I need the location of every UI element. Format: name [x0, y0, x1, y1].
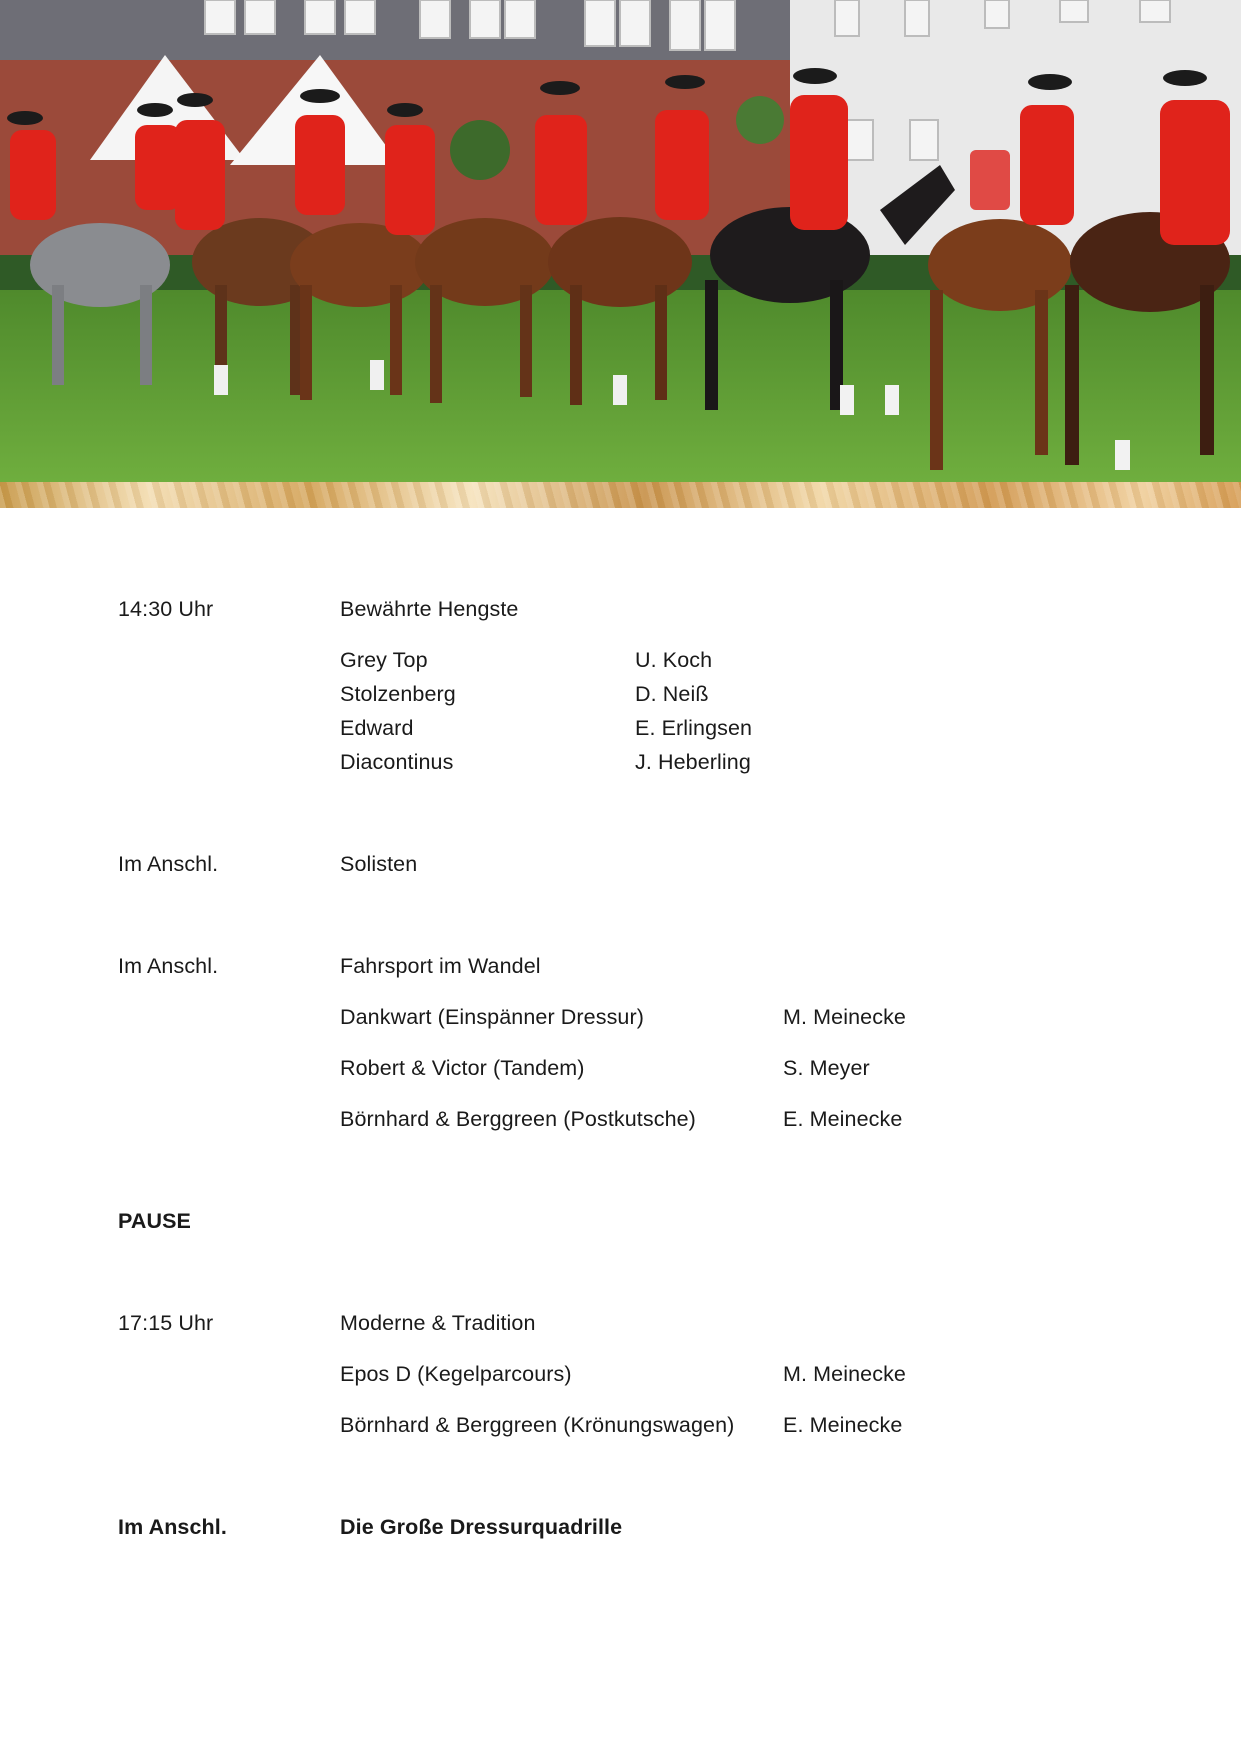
- section-title: Fahrsport im Wandel: [340, 954, 541, 978]
- riders-illustration: [0, 0, 1241, 482]
- time-slot: Im Anschl.: [118, 954, 219, 978]
- rider-name: M. Meinecke: [783, 1005, 906, 1029]
- time-slot: 14:30 Uhr: [118, 597, 214, 621]
- rider-name: E. Erlingsen: [635, 716, 753, 740]
- section-title: Die Große Dressurquadrille: [340, 1515, 623, 1539]
- time-slot: 17:15 Uhr: [118, 1311, 214, 1335]
- header-photo: [0, 0, 1241, 482]
- rider-name: E. Meinecke: [783, 1413, 903, 1437]
- horse-name: Grey Top: [340, 648, 428, 672]
- gold-divider: [0, 482, 1241, 508]
- act-name: Robert & Victor (Tandem): [340, 1056, 585, 1080]
- act-name: Epos D (Kegelparcours): [340, 1362, 572, 1386]
- horse-name: Stolzenberg: [340, 682, 456, 706]
- section-title: Bewährte Hengste: [340, 597, 519, 621]
- rider-name: M. Meinecke: [783, 1362, 906, 1386]
- horse-name: Diacontinus: [340, 750, 454, 774]
- rider-name: D. Neiß: [635, 682, 709, 706]
- section-title: Moderne & Tradition: [340, 1311, 536, 1335]
- act-name: Dankwart (Einspänner Dressur): [340, 1005, 645, 1029]
- act-name: Börnhard & Berggreen (Krönungswagen): [340, 1413, 735, 1437]
- rider-name: J. Heberling: [635, 750, 751, 774]
- section-title: Solisten: [340, 852, 418, 876]
- rider-name: S. Meyer: [783, 1056, 870, 1080]
- horse-name: Edward: [340, 716, 414, 740]
- rider-name: U. Koch: [635, 648, 713, 672]
- act-name: Börnhard & Berggreen (Postkutsche): [340, 1107, 696, 1131]
- time-slot: Im Anschl.: [118, 1515, 227, 1539]
- time-slot: Im Anschl.: [118, 852, 219, 876]
- pause-label: PAUSE: [118, 1209, 191, 1233]
- rider-name: E. Meinecke: [783, 1107, 903, 1131]
